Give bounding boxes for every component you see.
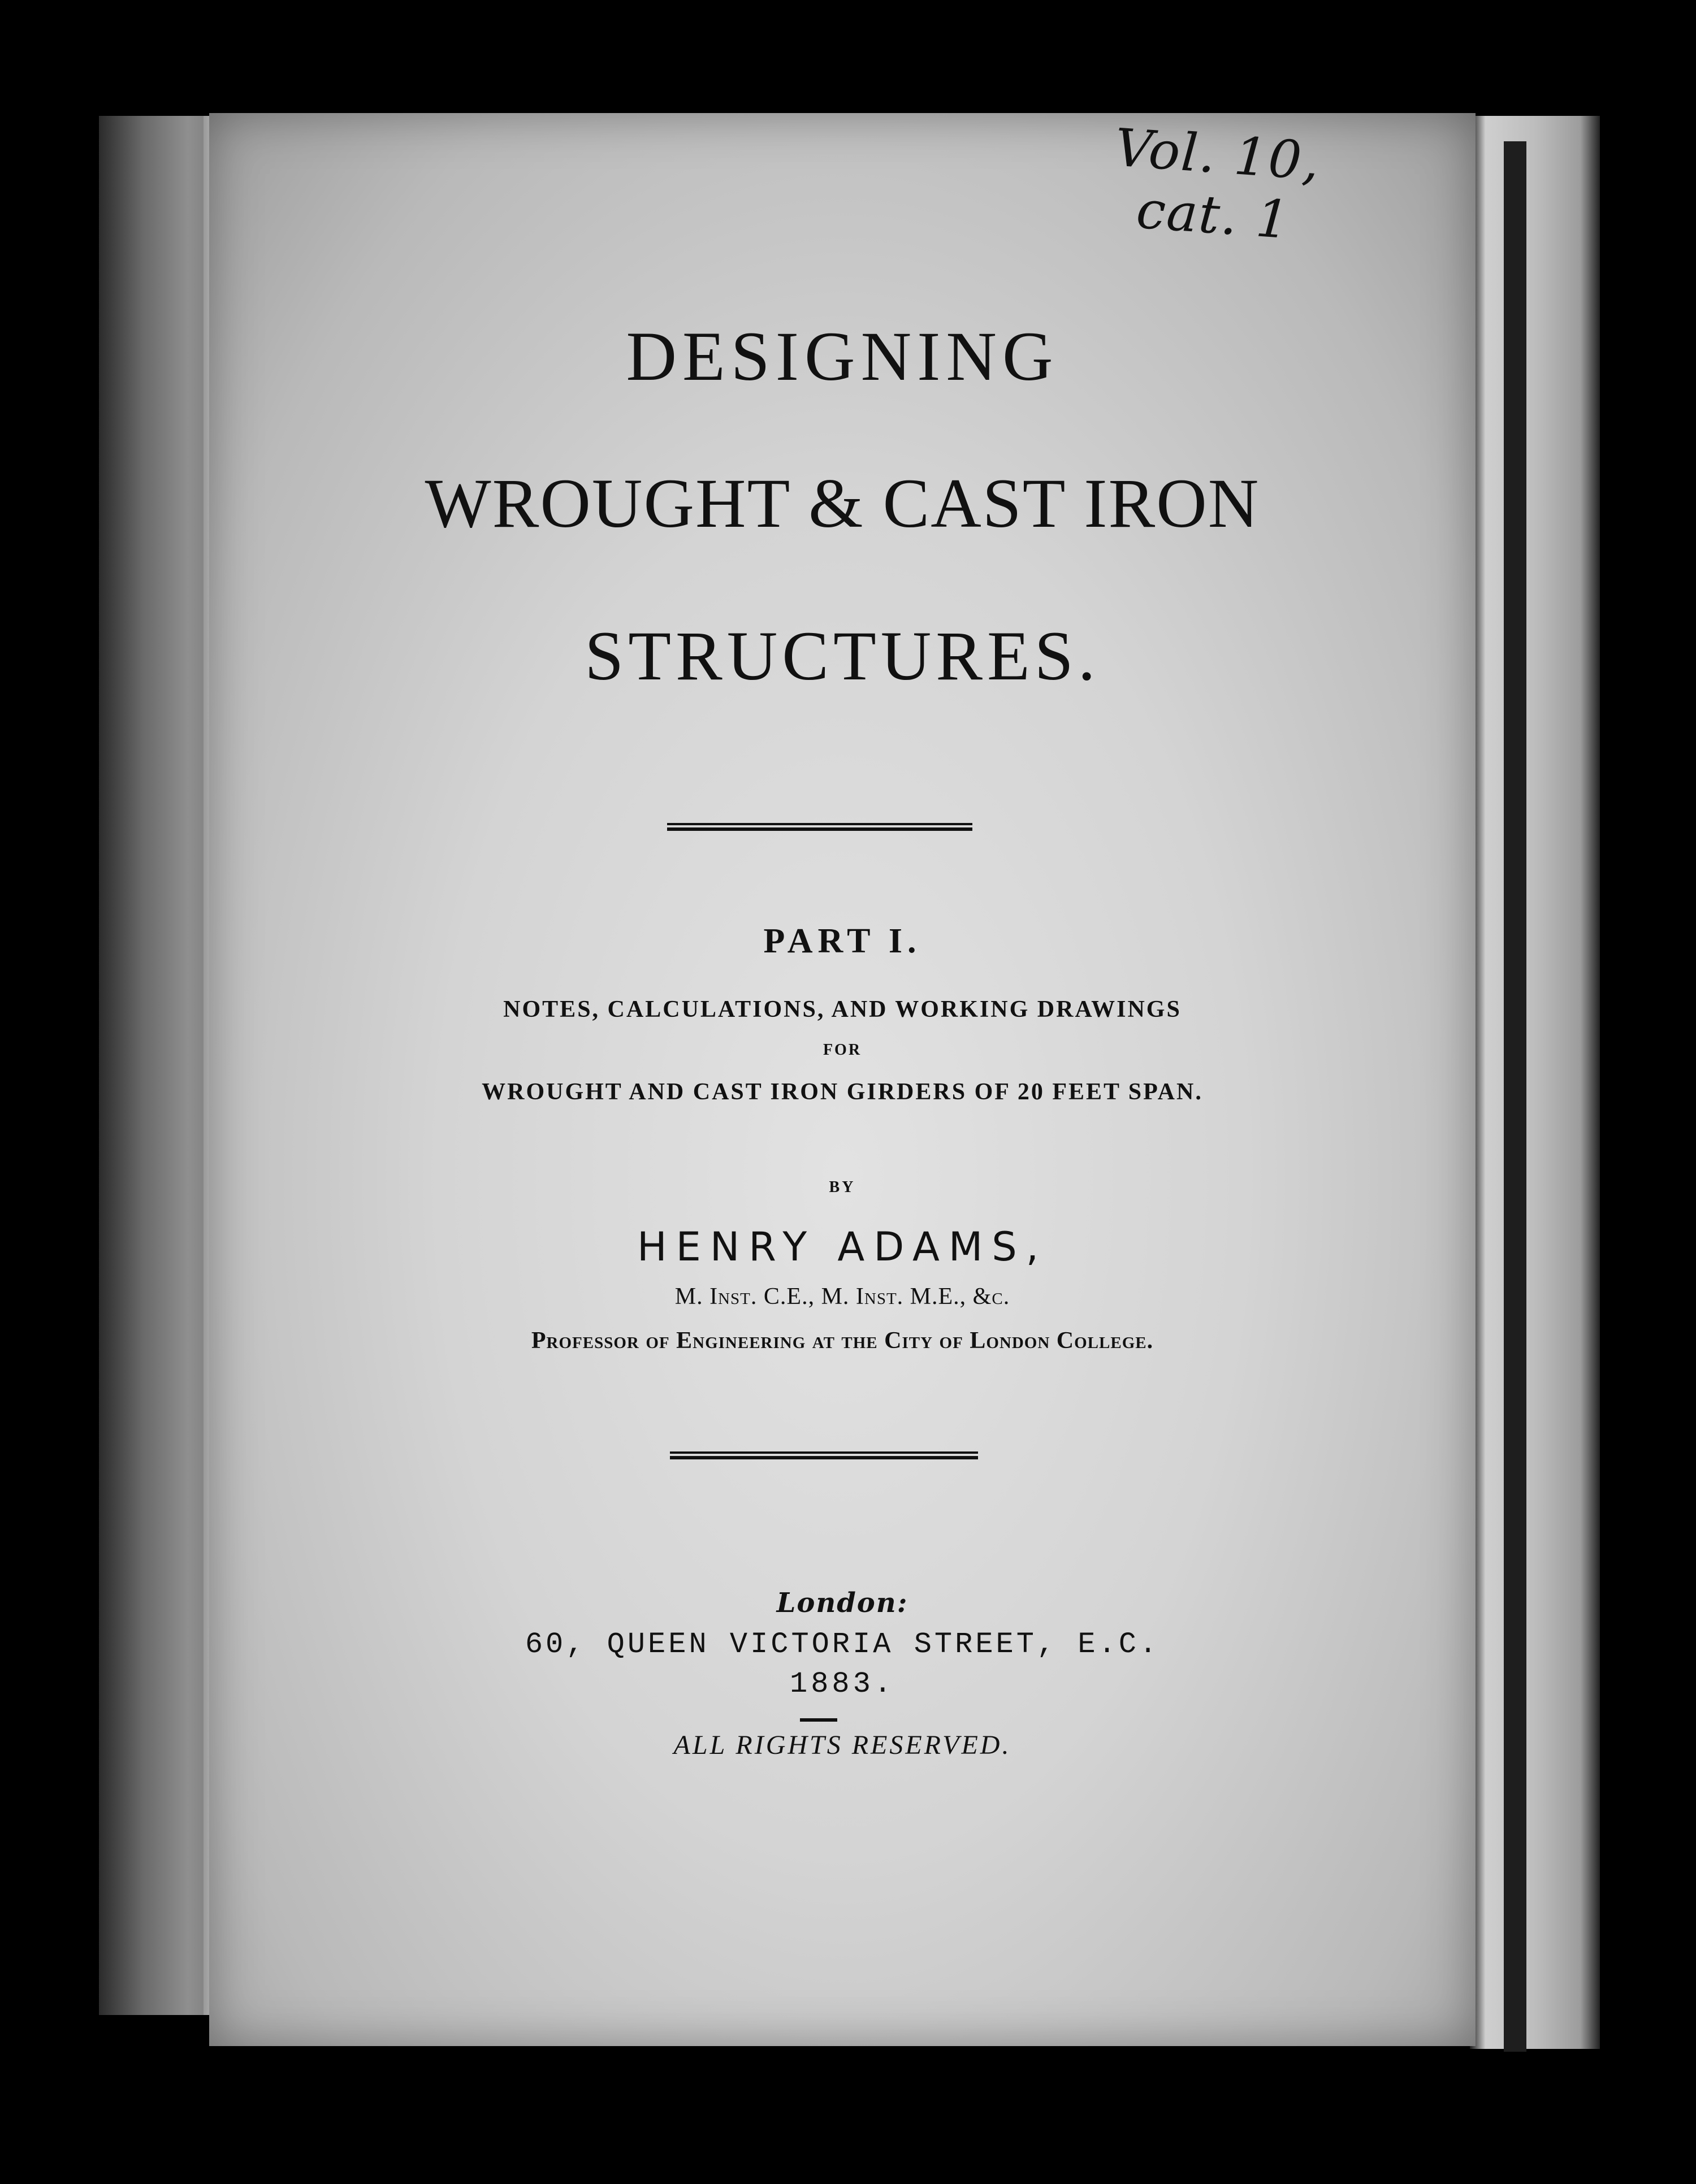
- short-rule-divider: [800, 1718, 837, 1722]
- subtitle-line-2: WROUGHT AND CAST IRON GIRDERS OF 20 FEET SPAN.: [482, 1079, 1203, 1105]
- imprint-year: 1883.: [789, 1667, 895, 1701]
- page-gutter-shadow: [1504, 141, 1526, 2052]
- adjacent-page-edge: [1470, 116, 1600, 2049]
- subtitle-line-1: NOTES, CALCULATIONS, AND WORKING DRAWINGS: [503, 996, 1182, 1022]
- author-position: Professor of Engineering at the City of London College.: [531, 1328, 1154, 1354]
- author-qualifications: M. Inst. C.E., M. Inst. M.E., &c.: [674, 1284, 1010, 1310]
- rights-notice: ALL RIGHTS RESERVED.: [673, 1730, 1011, 1760]
- title-line-2: WROUGHT & CAST IRON: [425, 465, 1260, 542]
- imprint-address: 60, QUEEN VICTORIA STREET, E.C.: [525, 1628, 1160, 1661]
- part-heading: PART I.: [763, 922, 921, 960]
- binding-edge: [99, 116, 226, 2015]
- subtitle-for: FOR: [823, 1041, 862, 1059]
- title-line-3: STRUCTURES.: [585, 617, 1100, 695]
- byline-by: BY: [829, 1178, 856, 1196]
- author-name: HENRY ADAMS,: [637, 1224, 1048, 1270]
- double-rule-divider: [667, 823, 972, 832]
- double-rule-divider: [670, 1451, 978, 1461]
- imprint-place: London:: [776, 1587, 908, 1619]
- handwritten-catalogue-note: Vol. 10, cat. 1: [1113, 117, 1322, 251]
- title-line-1: DESIGNING: [626, 318, 1059, 395]
